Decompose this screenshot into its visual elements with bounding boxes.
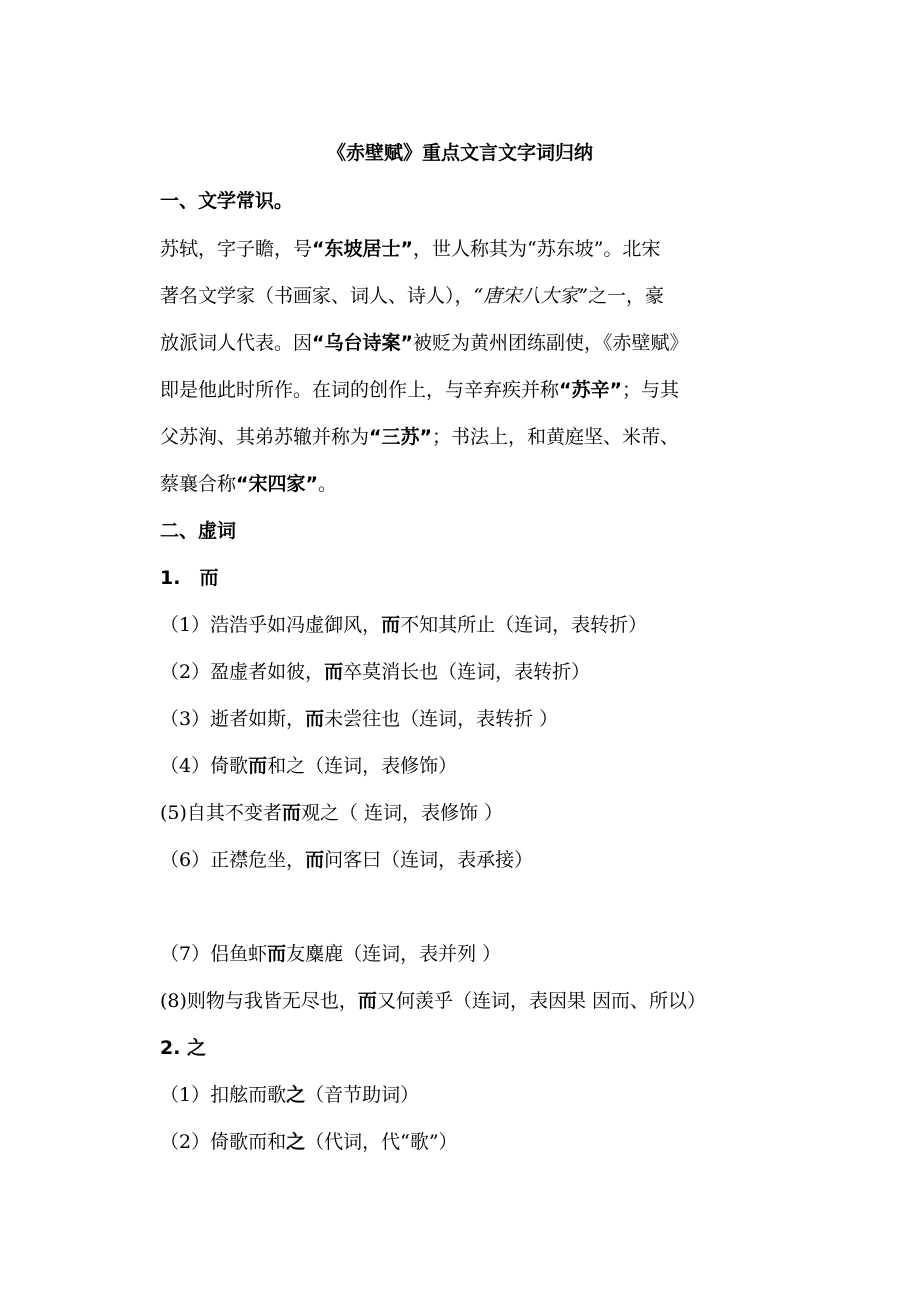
text: （1）浩浩乎如冯虚御风，	[160, 614, 382, 636]
example-item	[160, 1083, 419, 1107]
paragraph-line	[160, 472, 337, 496]
text: 观之（ 连词，表修饰 ）	[300, 802, 504, 824]
italic-term: “唐宋八大家”	[473, 285, 588, 307]
example-item	[160, 613, 647, 637]
text: (5)自其不变者	[160, 802, 282, 824]
text: 和之（连词，表修饰）	[267, 755, 458, 777]
text: 父苏洵、其弟苏辙并称为	[160, 426, 370, 448]
text: (8)则物与我皆无尽也，	[160, 990, 358, 1012]
keyword: 而	[248, 755, 268, 777]
example-item	[160, 707, 558, 731]
paragraph-line	[160, 378, 679, 402]
text: 未尝往也（连词，表转折 ）	[324, 708, 559, 730]
paragraph-line	[160, 237, 660, 261]
text: 即是他此时所作。在词的创作上，与辛弃疾并称	[160, 379, 560, 401]
text: 之一，豪	[587, 285, 664, 307]
example-item	[160, 754, 457, 778]
example-item	[160, 801, 503, 825]
text: 又何羡乎（连词，表因果 因而、所以）	[376, 990, 706, 1012]
paragraph-line	[160, 331, 689, 355]
text: 卒莫消长也（连词，表转折）	[343, 661, 591, 683]
example-item	[160, 660, 590, 684]
text: （2）盈虚者如彼，	[160, 661, 325, 683]
section-heading-literary-knowledge: 一、文学常识。	[160, 190, 294, 212]
bold-term: “三苏”	[369, 426, 432, 448]
text: 友麋鹿（连词，表并列 ）	[286, 943, 502, 965]
keyword: 而	[281, 802, 301, 824]
keyword: 而	[324, 661, 344, 683]
text: （代词，代“歌”）	[305, 1131, 458, 1153]
bold-term: “宋四家”	[236, 473, 318, 495]
subheading-zhi: 2. 之	[160, 1037, 207, 1059]
paragraph-line	[160, 284, 664, 308]
text: 蔡襄合称	[160, 473, 237, 495]
text: （3）逝者如斯，	[160, 708, 306, 730]
text: （6）正襟危坐，	[160, 849, 306, 871]
text: 。	[318, 473, 338, 495]
text: 问客曰（连词，表承接）	[324, 849, 534, 871]
text: 被贬为黄州团练副使，《赤壁赋》	[413, 332, 689, 354]
text: （4）倚歌	[160, 755, 249, 777]
keyword: 而	[357, 990, 377, 1012]
keyword: 而	[305, 849, 325, 871]
bold-term: “乌台诗案”	[312, 332, 413, 354]
keyword: 之	[286, 1131, 306, 1153]
text: 不知其所止（连词，表转折）	[400, 614, 648, 636]
example-item	[160, 989, 706, 1013]
keyword: 之	[286, 1084, 306, 1106]
text: ，世人称其为“苏东坡”。北宋	[413, 238, 661, 260]
text: （7）侣鱼虾	[160, 943, 268, 965]
text: 著名文学家（书画家、词人、诗人），	[160, 285, 474, 307]
document-title: 《赤壁赋》重点文言文字词归纳	[326, 142, 593, 164]
example-item	[160, 848, 533, 872]
bold-term: “东坡居士”	[312, 238, 413, 260]
text: （音节助词）	[305, 1084, 420, 1106]
bold-term: “苏辛”	[559, 379, 622, 401]
keyword: 而	[305, 708, 325, 730]
example-item	[160, 1130, 458, 1154]
text: ；书法上，和黄庭坚、米芾、	[432, 426, 680, 448]
section-heading-function-words: 二、虚词	[160, 520, 237, 542]
example-item	[160, 942, 501, 966]
text: 放派词人代表。因	[160, 332, 313, 354]
subheading-er: 1. 而	[160, 567, 219, 589]
text: （1）扣舷而歌	[160, 1084, 287, 1106]
keyword: 而	[267, 943, 287, 965]
paragraph-line	[160, 425, 679, 449]
text: 苏轼，字子瞻，号	[160, 238, 313, 260]
text: ；与其	[622, 379, 680, 401]
text: （2）倚歌而和	[160, 1131, 287, 1153]
keyword: 而	[381, 614, 401, 636]
